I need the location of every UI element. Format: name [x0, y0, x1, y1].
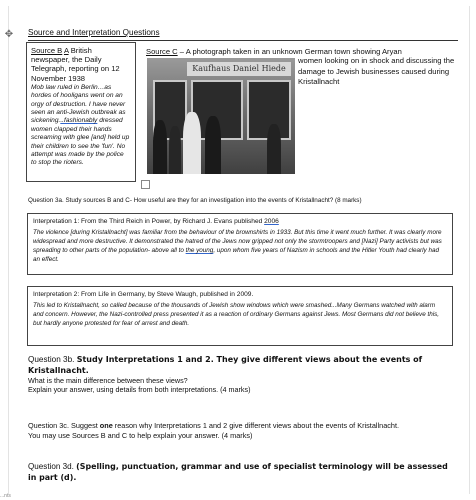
source-b-quote: Mob law ruled in Berlin…as hordes of hooligans went on an orgy of destruction. I have never seen an anti-Jewish outbreak as sickening...fashionably dressed women clapped their hands screaming with glee [and] held up their children to see the 'fun'. No attempt was made by the police to stop the rioters. [31, 83, 130, 167]
cursor-letter: A [63, 46, 69, 55]
question-3b: Question 3b. Study Interpretations 1 and 2. They give different views about the events of Kristallnacht. What is the main difference between these views? Explain your answer, using details from both interpretations. (4 marks) [28, 355, 423, 395]
question-3a: Question 3a. Study sources B and C- How useful are they for an investigation into the events of Kristallnacht? (8 marks) [28, 197, 362, 204]
interpretation-1-box[interactable] [27, 213, 453, 275]
source-b-heading [31, 46, 131, 83]
photo-figure [205, 116, 221, 174]
spelling-flag[interactable]: ..fashionably [60, 117, 98, 125]
interpretation-2-box[interactable] [27, 286, 453, 346]
source-b-box[interactable] [26, 42, 136, 182]
source-c-label: Source C [146, 47, 178, 56]
photo-figure [183, 112, 201, 174]
image-resize-handle[interactable] [141, 180, 150, 189]
shop-sign: Kaufhaus Daniel Hiede [187, 62, 291, 76]
title-rule [28, 40, 458, 41]
photo-figure [267, 124, 281, 174]
source-c-description: women looking on in shock and discussing the damage to Jewish businesses caused during Kristallnacht [298, 56, 455, 87]
interpretation-2-heading: Interpretation 2: From Life in Germany, by Steve Waugh, published in 2009. [33, 291, 254, 298]
question-3c: Question 3c. Suggest one reason why Interpretations 1 and 2 give different views about the events of Kristallnacht. You may use Sources B and C to help explain your answer. (4 marks) [28, 421, 400, 440]
interpretation-1-heading: Interpretation 1: From the Third Reich in Power, by Richard J. Evans published 2006 [33, 218, 279, 225]
source-c-intro: – A photograph taken in an unknown German town showing Aryan [179, 47, 402, 56]
photo-figure [153, 120, 167, 174]
source-b-label: Source B [31, 46, 63, 55]
document-title: Source and Interpretation Questions [28, 28, 160, 37]
source-c-heading [146, 47, 456, 56]
kristallnacht-photograph[interactable] [147, 58, 295, 174]
interpretation-1-year: 2006 [264, 218, 279, 225]
source-b-heading-rest: British newspaper, the Daily Telegraph, reporting on 12 November 1938 [31, 46, 120, 83]
question-3d: Question 3d. (Spelling, punctuation, grammar and use of specialist terminology will be assessed in part (d). [28, 462, 448, 482]
photo-figure [169, 126, 181, 174]
interpretation-1-body: The violence [during Kristallnacht] was familiar from the behaviour of the brownshirts in 1933. But this time it went much further. It was clearly more widespread and more destructive. It demonstrated the hatred of the Jews now gripped not only the stormtroopers and [Nazi] Party activists but was spreading to other parts of the population- above all to the young, upon whom five years of Nazism in schools and the Hitler Youth had clearly had an effect. [33, 229, 442, 263]
status-bar-text: ...nts [0, 493, 11, 499]
interpretation-2-body: This led to Kristallnacht, so called because of the thousands of Jewish show windows which were smashed...Many Germans watched with alarm and concern. However, the Nazi-controlled press presented it as a reaction of ordinary Germans against Jews. Most Germans did not believe this, but hardly anyone protested for fear of arrest and death. [33, 302, 439, 327]
table-move-handle-icon[interactable]: ✥ [4, 29, 14, 40]
grammar-flag[interactable]: the young [185, 246, 214, 254]
